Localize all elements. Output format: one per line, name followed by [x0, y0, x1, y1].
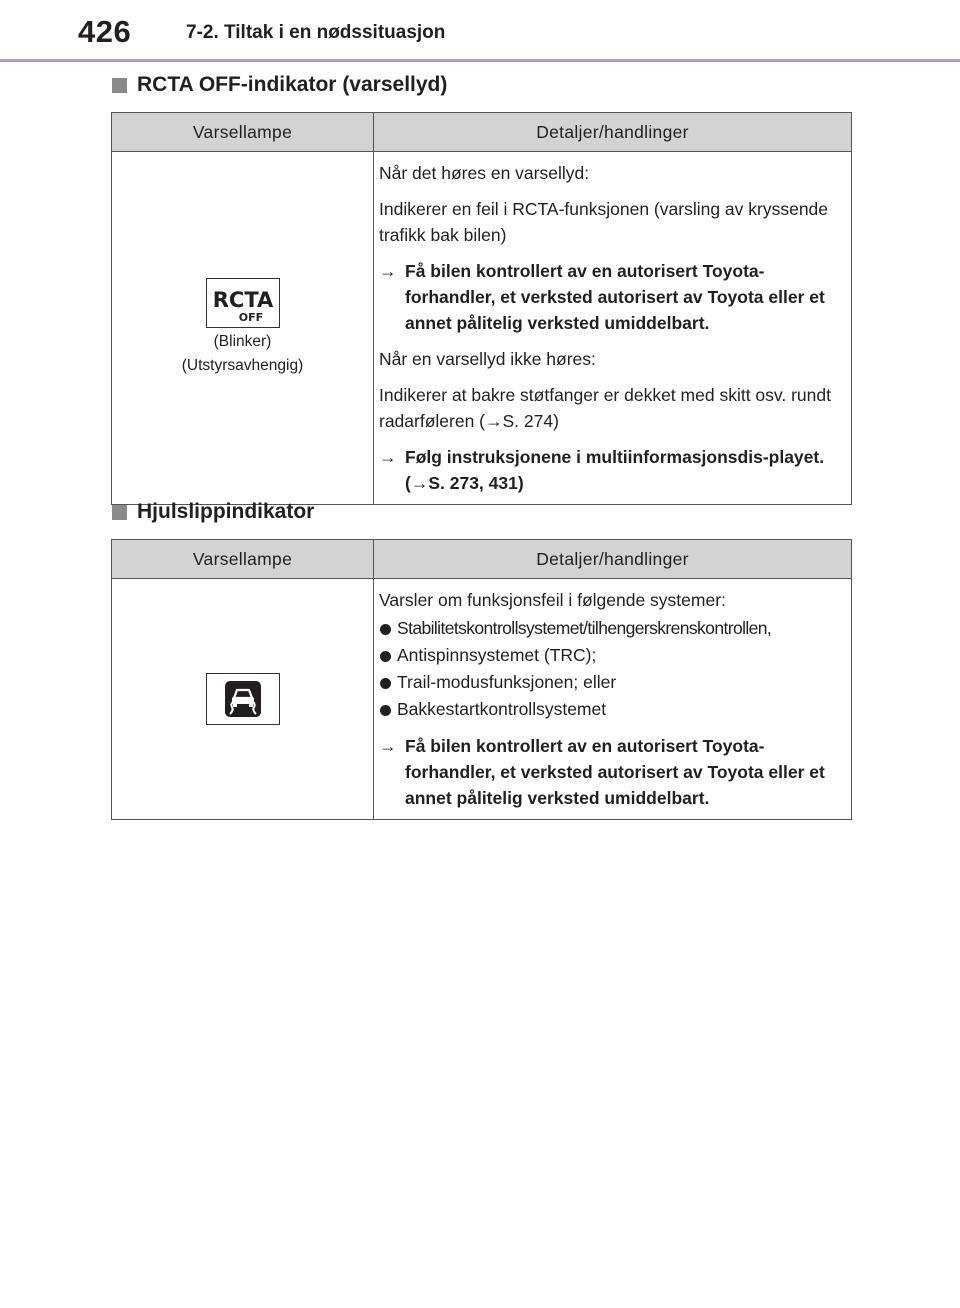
lamp-caption-blinker: (Blinker): [213, 333, 272, 350]
list-item: Antispinnsystemet (TRC);: [379, 642, 845, 669]
action-text: → Følg instruksjonene i multiinformasjonsdis-playet. (→S. 273, 431): [379, 444, 845, 496]
arrow-icon: →: [379, 261, 397, 281]
table-header-row: [112, 540, 852, 579]
detail-text: Indikerer en feil i RCTA-funksjonen (varsling av kryssende trafikk bak bilen): [379, 199, 829, 245]
slip-indicator-table: [111, 539, 852, 820]
col-header-lamp: Varsellampe: [112, 540, 374, 579]
rcta-icon-label: RCTA: [212, 288, 273, 312]
detail-text: Når det høres en varsellyd:: [379, 163, 590, 183]
list-item: Trail-modusfunksjonen; eller: [379, 669, 845, 696]
detail-text: Når en varsellyd ikke høres:: [379, 349, 596, 369]
chapter-title: 7-2. Tiltak i en nødssituasjon: [186, 22, 446, 43]
section-title-text: Hjulslippindikator: [137, 500, 315, 523]
table-row: [112, 152, 852, 505]
square-bullet-icon: [112, 505, 127, 520]
rcta-indicator-table: [111, 112, 852, 505]
list-item: Bakkestartkontrollsystemet: [379, 696, 845, 723]
header-divider: [0, 59, 960, 62]
system-list: [379, 615, 845, 723]
detail-text: Varsler om funksjonsfeil i følgende systemer:: [379, 590, 726, 610]
list-item: Stabilitetskontrollsystemet/tilhengerskrenskontrollen,: [379, 615, 845, 642]
square-bullet-icon: [112, 78, 127, 93]
details-cell: [374, 152, 852, 505]
section-title-text: RCTA OFF-indikator (varsellyd): [137, 73, 448, 96]
lamp-caption-equipment: (Utstyrsavhengig): [181, 357, 304, 374]
page-number: 426: [78, 14, 132, 49]
rcta-off-icon: [206, 278, 280, 328]
action-text: → Få bilen kontrollert av en autorisert Toyota-forhandler, et verksted autorisert av Toyota eller et annet pålitelig verksted umiddelbart.: [379, 733, 845, 811]
arrow-icon: →: [379, 736, 397, 756]
arrow-icon: →: [379, 447, 397, 467]
details-cell: [374, 579, 852, 820]
off-icon-label: OFF: [238, 311, 263, 324]
detail-text: Indikerer at bakre støtfanger er dekket med skitt osv. rundt radarføleren (→S. 274): [379, 385, 831, 431]
section-title-rcta: [112, 73, 447, 97]
table-row: [112, 579, 852, 820]
lamp-cell: [112, 579, 374, 820]
col-header-details: Detaljer/handlinger: [374, 113, 852, 152]
lamp-cell: [112, 152, 374, 505]
section-title-slip: [112, 500, 314, 524]
page-header: [0, 0, 960, 64]
action-text: → Få bilen kontrollert av en autorisert Toyota-forhandler, et verksted autorisert av Toyota eller et annet pålitelig verksted umiddelbart.: [379, 258, 845, 336]
table-header-row: [112, 113, 852, 152]
col-header-lamp: Varsellampe: [112, 113, 374, 152]
slip-indicator-icon: [206, 673, 280, 725]
col-header-details: Detaljer/handlinger: [374, 540, 852, 579]
